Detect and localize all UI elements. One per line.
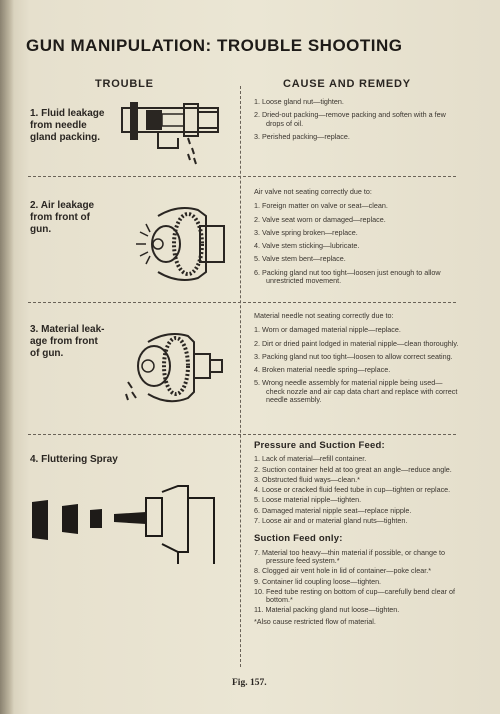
remedy-item: 5. Loose material nipple—tighten.: [254, 495, 362, 505]
remedy-item: 2. Dried-out packing—remove packing and soften with a few drops of oil.: [254, 110, 446, 128]
remedy-item: 3. Perished packing—replace.: [254, 131, 350, 141]
row-divider-1: [28, 176, 456, 177]
remedy-item: 1. Worn or damaged material nipple—replace.: [254, 325, 401, 335]
remedy-item: 5. Valve stem bent—replace.: [254, 254, 346, 264]
subhead-suction-only: Suction Feed only:: [254, 533, 343, 545]
remedy-item: 7. Material too heavy—thin material if possible, or change to pressure feed system.*: [254, 547, 445, 565]
remedy-item: 1. Loose gland nut—tighten.: [254, 97, 344, 106]
figure-caption: Fig. 157.: [232, 678, 267, 688]
air-leakage-illustration: [118, 196, 230, 292]
fluttering-spray-illustration: [28, 468, 224, 568]
remedy-item: 4. Valve stem sticking—lubricate.: [254, 241, 360, 251]
material-leakage-illustration: [118, 322, 230, 414]
row-divider-3: [28, 434, 456, 435]
remedy-item: 3. Packing gland nut too tight—loosen to allow correct seating.: [254, 351, 453, 361]
remedy-item: 6. Packing gland nut too tight—loosen just enough to allow unrestricted movement.: [254, 267, 441, 286]
remedy-item: 5. Wrong needle assembly for material nipple being used—check nozzle and air cap data chart and replace with correct needle assembly.: [254, 378, 458, 405]
remedy-item: 3. Valve spring broken—replace.: [254, 227, 358, 237]
fluid-leakage-illustration: [118, 94, 228, 172]
column-divider: [240, 86, 242, 667]
remedy-item: 8. Clogged air vent hole in lid of container—poke clear.*: [254, 566, 431, 576]
column-header-cause: CAUSE AND REMEDY: [283, 78, 411, 90]
remedy-list-fluid-leakage: [254, 98, 459, 146]
remedy-item: 6. Damaged material nipple seat—replace nipple.: [254, 505, 412, 515]
book-spine-shadow: [0, 0, 14, 714]
remedy-intro: Air valve not seating correctly due to:: [254, 187, 372, 196]
remedy-list-air-leakage: [254, 188, 459, 290]
remedy-item: 2. Valve seat worn or damaged—replace.: [254, 214, 386, 224]
remedy-list-material-leakage: [254, 312, 459, 409]
remedy-list-fluttering-spray: [254, 442, 459, 628]
remedy-item: 1. Lack of material—refill container.: [254, 454, 367, 464]
row-divider-2: [28, 302, 456, 303]
subhead-pressure-suction: Pressure and Suction Feed:: [254, 440, 385, 451]
column-header-trouble: TROUBLE: [95, 78, 154, 90]
page-title: GUN MANIPULATION: TROUBLE SHOOTING: [26, 36, 403, 55]
remedy-item: 1. Foreign matter on valve or seat—clean.: [254, 201, 388, 211]
footnote: *Also cause restricted flow of material.: [254, 616, 376, 626]
remedy-item: 2. Suction container held at too great an angle—reduce angle.: [254, 464, 452, 474]
remedy-item: 4. Broken material needle spring—replace.: [254, 365, 391, 375]
remedy-item: 4. Loose or cracked fluid feed tube in cup—tighten or replace.: [254, 485, 451, 495]
remedy-intro: Material needle not seating correctly due to:: [254, 311, 394, 320]
remedy-item: 11. Material packing gland nut loose—tighten.: [254, 605, 400, 615]
trouble-fluttering-spray: 4. Fluttering Spray: [30, 454, 118, 465]
trouble-material-leakage: 3. Material leak- age from front of gun.: [30, 324, 105, 359]
remedy-item: 3. Obstructed fluid ways—clean.*: [254, 474, 360, 484]
remedy-item: 2. Dirt or dried paint lodged in material nipple—clean thoroughly.: [254, 338, 459, 348]
remedy-item: 9. Container lid coupling loose—tighten.: [254, 576, 382, 586]
trouble-air-leakage: 2. Air leakage from front of gun.: [30, 200, 95, 235]
remedy-item: 10. Feed tube resting on bottom of cup—carefully bend clear of bottom.*: [254, 586, 455, 605]
remedy-item: 7. Loose air and or material gland nuts—tighten.: [254, 516, 408, 526]
trouble-fluid-leakage: 1. Fluid leakage from needle gland packing.: [30, 108, 105, 143]
